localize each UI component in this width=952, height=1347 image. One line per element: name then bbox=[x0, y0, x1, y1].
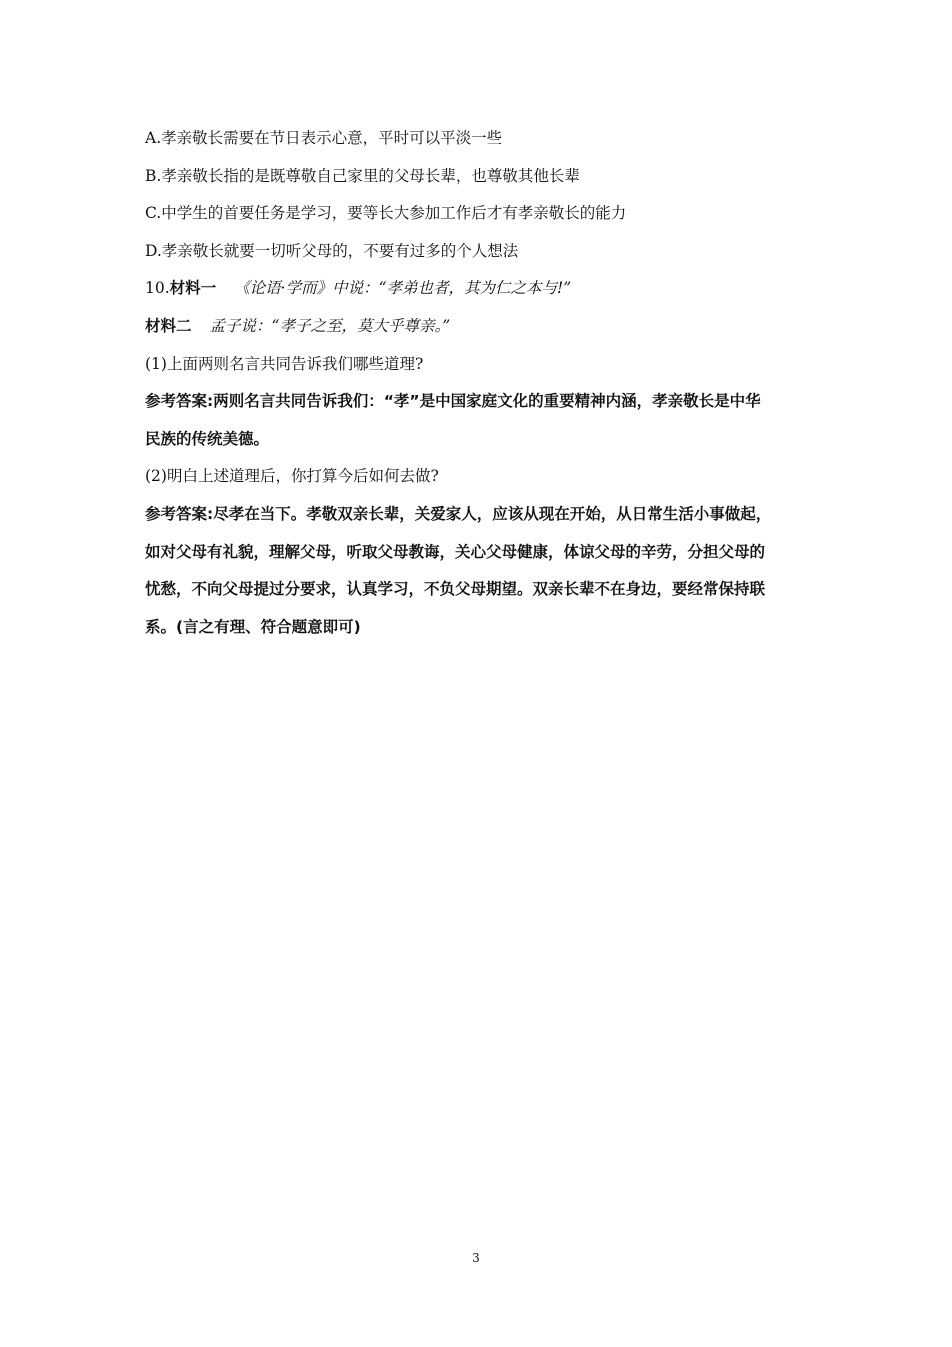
answer-1-line-1 bbox=[145, 383, 825, 421]
material-two-line bbox=[145, 308, 825, 346]
option-d: D.孝亲敬长就要一切听父母的，不要有过多的个人想法 bbox=[145, 241, 519, 260]
answer-2-line-1 bbox=[145, 496, 825, 534]
answer-1-line-2: 民族的传统美德。 bbox=[145, 429, 270, 448]
material-two-label: 材料二 bbox=[145, 316, 192, 335]
answer-1-text: 两则名言共同告诉我们：“孝”是中国家庭文化的重要精神内涵，孝亲敬长是中华 bbox=[213, 392, 761, 411]
page-number: 3 bbox=[472, 1251, 480, 1265]
material-two-text: 孟子说：“孝子之至，莫大乎尊亲。” bbox=[209, 316, 451, 335]
sub-question-2: (2)明白上述道理后，你打算今后如何去做? bbox=[145, 467, 439, 486]
answer-2-line-4: 系。(言之有理、符合题意即可) bbox=[145, 617, 361, 636]
sub-question-1: (1)上面两则名言共同告诉我们哪些道理? bbox=[145, 354, 424, 373]
material-one-label: 材料一 bbox=[169, 279, 217, 298]
answer-2-line-2: 如对父母有礼貌，理解父母，听取父母教诲，关心父母健康，体谅父母的辛劳，分担父母的 bbox=[145, 542, 766, 561]
answer-label: 参考答案: bbox=[145, 504, 214, 523]
option-b: B.孝亲敬长指的是既尊敬自己家里的父母长辈，也尊敬其他长辈 bbox=[145, 166, 580, 185]
material-one-text: 《论语·学而》中说：“孝弟也者，其为仁之本与!” bbox=[234, 279, 572, 298]
option-c: C.中学生的首要任务是学习，要等长大参加工作后才有孝亲敬长的能力 bbox=[145, 204, 627, 223]
material-one-line bbox=[145, 270, 825, 308]
answer-label: 参考答案: bbox=[145, 392, 214, 411]
option-a: A.孝亲敬长需要在节日表示心意，平时可以平淡一些 bbox=[145, 129, 503, 147]
question-number: 10. bbox=[145, 279, 170, 298]
answer-2-line-3: 忧愁，不向父母提过分要求，认真学习，不负父母期望。双亲长辈不在身边，要经常保持联 bbox=[145, 580, 766, 599]
question-content bbox=[145, 120, 825, 646]
answer-2-text: 尽孝在当下。孝敬双亲长辈，关爱家人，应该从现在开始，从日常生活小事做起， bbox=[213, 504, 772, 523]
